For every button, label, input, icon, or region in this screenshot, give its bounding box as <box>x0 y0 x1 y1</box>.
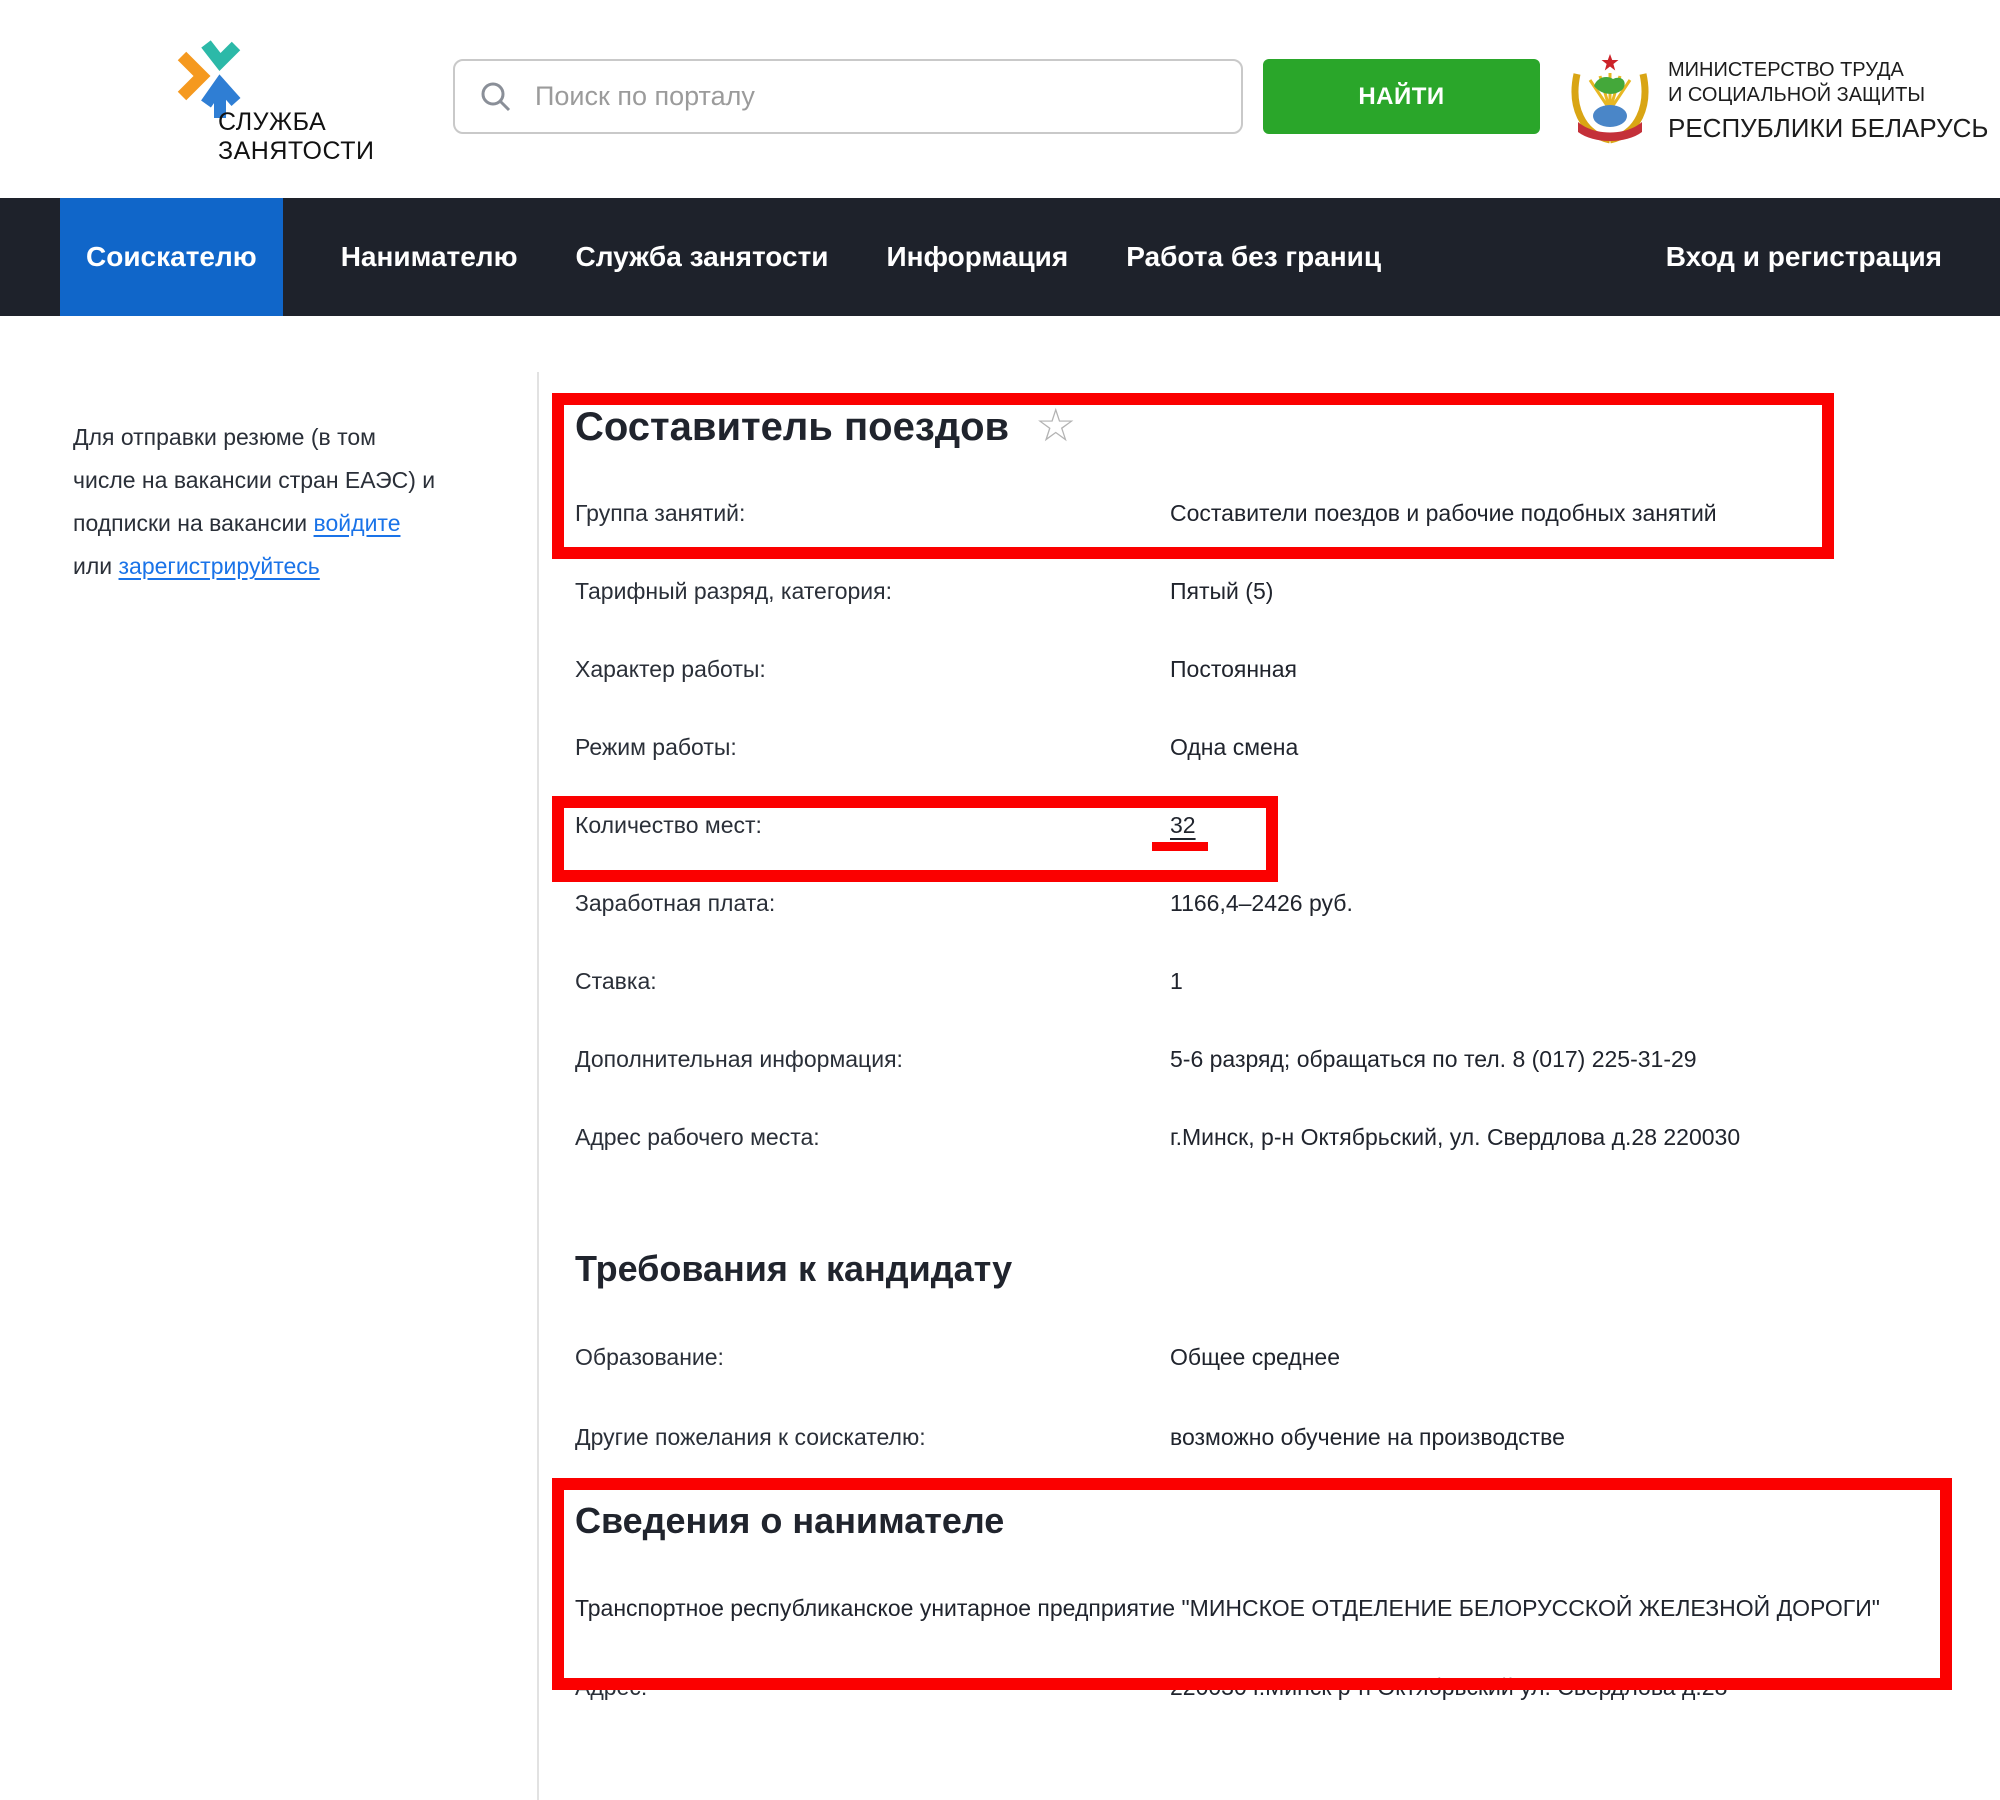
row-label: Адрес рабочего места: <box>575 1124 820 1150</box>
search-icon <box>479 80 513 114</box>
detail-row <box>575 1111 1965 1189</box>
row-label: Заработная плата: <box>575 890 776 916</box>
sidebar-line-2: числе на вакансии стран ЕАЭС) и <box>73 467 436 493</box>
login-link[interactable]: войдите <box>313 510 401 536</box>
sidebar-note <box>73 416 513 588</box>
sidebar-line-4 <box>73 545 513 588</box>
ministry-title <box>1668 58 1988 145</box>
row-value: 5-6 разряд; обращаться по тел. 8 (017) 225-31-29 <box>1170 1046 1697 1072</box>
employer-details <box>575 1661 1965 1739</box>
detail-row <box>575 1330 1965 1410</box>
logo[interactable] <box>166 36 396 176</box>
row-value: 220030 г.Минск р-н Октябрьский ул. Свердлова д.28 <box>1170 1674 1728 1700</box>
detail-row <box>575 1661 1965 1739</box>
content-divider <box>537 372 539 1800</box>
row-label: Другие пожелания к соискателю: <box>575 1424 926 1450</box>
nav-item[interactable]: Информация <box>886 241 1069 272</box>
row-label: Образование: <box>575 1344 724 1370</box>
row-value: Составители поездов и рабочие подобных занятий <box>1170 500 1717 526</box>
row-value: возможно обучение на производстве <box>1170 1424 1565 1450</box>
vacancy-content <box>575 399 1965 1739</box>
ministry-line-2: И СОЦИАЛЬНОЙ ЗАЩИТЫ <box>1668 84 1926 106</box>
vacancy-title-row <box>575 399 1965 453</box>
sidebar-line-4-text: или <box>73 553 119 579</box>
nav-item-active[interactable]: Соискателю <box>60 198 283 316</box>
candidate-requirements <box>575 1330 1965 1490</box>
logo-line-2: ЗАНЯТОСТИ <box>218 137 375 165</box>
favorite-star-icon[interactable]: ☆ <box>1035 399 1077 451</box>
sidebar-line-3 <box>73 502 513 545</box>
detail-row <box>575 721 1965 799</box>
search-input[interactable] <box>535 81 1217 112</box>
row-label: Дополнительная информация: <box>575 1046 903 1072</box>
row-label: Ставка: <box>575 968 657 994</box>
row-value: г.Минск, р-н Октябрьский, ул. Свердлова д.28 220030 <box>1170 1124 1741 1150</box>
employer-heading: Сведения о нанимателе <box>575 1500 1005 1541</box>
detail-row <box>575 955 1965 1033</box>
requirements-heading: Требования к кандидату <box>575 1248 1013 1289</box>
detail-row <box>575 643 1965 721</box>
vacancy-title: Составитель поездов <box>575 405 1010 449</box>
row-value: Пятый (5) <box>1170 578 1274 604</box>
detail-row <box>575 799 1965 877</box>
detail-row <box>575 1410 1965 1490</box>
row-value: Постоянная <box>1170 656 1297 682</box>
row-label: Количество мест: <box>575 812 762 838</box>
header <box>0 0 2000 198</box>
logo-text <box>218 108 374 166</box>
register-link[interactable]: зарегистрируйтесь <box>118 553 320 579</box>
nav-item[interactable]: Работа без границ <box>1126 241 1382 272</box>
main-nav <box>0 198 2000 316</box>
row-value: 1 <box>1170 968 1183 994</box>
login-register-link[interactable]: Вход и регистрация <box>1665 241 1942 272</box>
nav-item[interactable]: Служба занятости <box>575 241 829 272</box>
logo-line-1: СЛУЖБА <box>218 108 327 136</box>
detail-row <box>575 565 1965 643</box>
row-label: Группа занятий: <box>575 500 746 526</box>
detail-row <box>575 877 1965 955</box>
detail-row <box>575 1033 1965 1111</box>
employer-name: Транспортное республиканское унитарное предприятие "МИНСКОЕ ОТДЕЛЕНИЕ БЕЛОРУССКОЙ ЖЕЛЕЗНОЙ ДОРОГИ" <box>575 1595 1880 1621</box>
row-label: Тарифный разряд, категория: <box>575 578 892 604</box>
row-label: Режим работы: <box>575 734 737 760</box>
search-button[interactable]: НАЙТИ <box>1263 59 1540 134</box>
row-value: 32 <box>1170 812 1196 838</box>
search-bar <box>453 59 1243 134</box>
detail-row <box>575 487 1965 565</box>
ministry-line-3: РЕСПУБЛИКИ БЕЛАРУСЬ <box>1668 113 1989 143</box>
row-value: 1166,4–2426 руб. <box>1170 890 1353 916</box>
vacancy-details <box>575 487 1965 1189</box>
nav-items <box>60 198 1381 316</box>
nav-item[interactable]: Нанимателю <box>340 241 518 272</box>
sidebar-line-1: Для отправки резюме (в том <box>73 424 376 450</box>
sidebar-line-3-text: подписки на вакансии <box>73 510 314 536</box>
belarus-coat-of-arms-icon <box>1562 48 1658 148</box>
ministry-line-1: МИНИСТЕРСТВО ТРУДА <box>1668 59 1904 81</box>
row-label: Адрес: <box>575 1674 648 1700</box>
row-value: Одна смена <box>1170 734 1299 760</box>
row-value: Общее среднее <box>1170 1344 1340 1370</box>
row-label: Характер работы: <box>575 656 766 682</box>
